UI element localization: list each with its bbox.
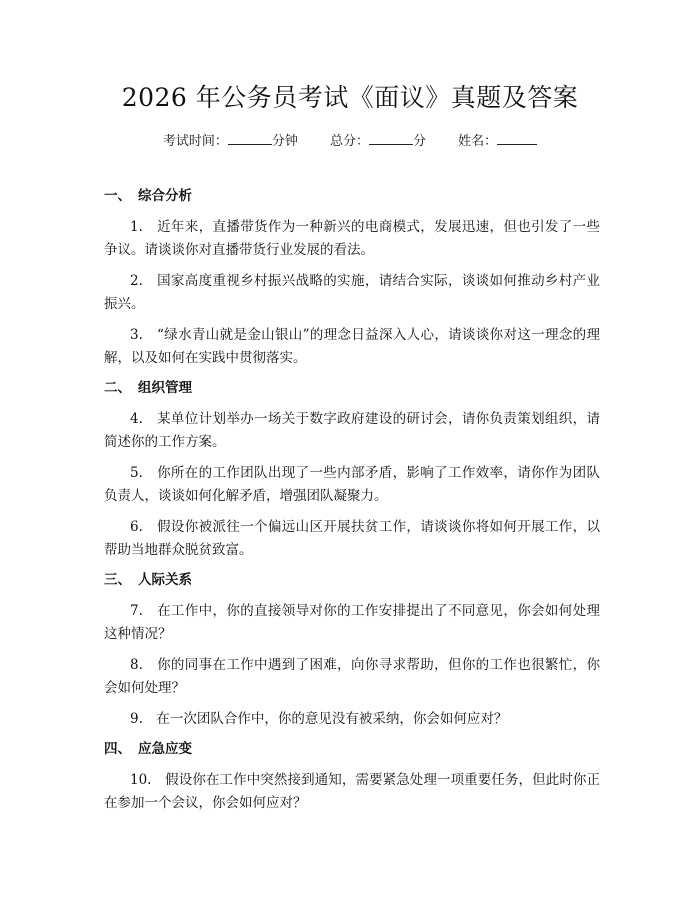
question-item: 5. 你所在的工作团队出现了一些内部矛盾，影响了工作效率，请你作为团队负责人，谈谈如何化解矛盾，增强团队凝聚力。 bbox=[104, 465, 600, 504]
section-heading bbox=[104, 186, 600, 206]
section-number: 一、 bbox=[104, 188, 131, 204]
question-item: 3. “绿水青山就是金山银山”的理念日益深入人心，请谈谈你对这一理念的理解，以及如何在实践中贯彻落实。 bbox=[104, 327, 600, 366]
exam-time-label: 考试时间： bbox=[162, 134, 228, 149]
section-title: 综合分析 bbox=[138, 188, 192, 204]
section-4 bbox=[104, 739, 600, 815]
page-title: 2026 年公务员考试《面议》真题及答案 bbox=[121, 83, 579, 112]
exam-time-field bbox=[163, 130, 298, 152]
exam-meta-line bbox=[0, 130, 700, 152]
question-item: 4. 某单位计划举办一场关于数字政府建设的研讨会，请你负责策划组织，请简述你的工作方案。 bbox=[104, 411, 600, 450]
section-title: 人际关系 bbox=[138, 572, 192, 588]
exam-time-unit: 分钟 bbox=[271, 134, 298, 149]
total-score-blank[interactable] bbox=[369, 130, 413, 145]
total-score-field bbox=[330, 130, 426, 152]
total-score-unit: 分 bbox=[413, 134, 427, 149]
section-1 bbox=[104, 186, 600, 370]
question-item: 6. 假设你被派往一个偏远山区开展扶贫工作，请谈谈你将如何开展工作，以帮助当地群众脱贫致富。 bbox=[104, 519, 600, 558]
question-item: 7. 在工作中，你的直接领导对你的工作安排提出了不同意见，你会如何处理这种情况？ bbox=[104, 603, 600, 642]
question-item: 10. 假设你在工作中突然接到通知，需要紧急处理一项重要任务，但此时你正在参加一个会议，你会如何应对？ bbox=[104, 772, 600, 811]
question-item: 8. 你的同事在工作中遇到了困难，向你寻求帮助，但你的工作也很繁忙，你会如何处理？ bbox=[104, 657, 600, 696]
total-score-label: 总分： bbox=[329, 134, 369, 149]
question-item: 9. 在一次团队合作中，你的意见没有被采纳，你会如何应对？ bbox=[130, 711, 508, 727]
section-2 bbox=[104, 378, 600, 562]
section-heading bbox=[104, 739, 600, 759]
section-number: 二、 bbox=[104, 380, 131, 396]
name-label: 姓名： bbox=[458, 134, 498, 149]
name-field bbox=[458, 130, 537, 152]
section-title: 应急应变 bbox=[138, 741, 192, 757]
question-list bbox=[104, 186, 600, 823]
section-heading bbox=[104, 378, 600, 398]
question-item: 1. 近年来，直播带货作为一种新兴的电商模式，发展迅速，但也引发了一些争议。请谈谈你对直播带货行业发展的看法。 bbox=[104, 219, 600, 258]
section-heading bbox=[104, 570, 600, 590]
section-title: 组织管理 bbox=[138, 380, 192, 396]
section-number: 四、 bbox=[104, 741, 131, 757]
question-item: 2. 国家高度重视乡村振兴战略的实施，请结合实际，谈谈如何推动乡村产业振兴。 bbox=[104, 273, 600, 312]
section-3 bbox=[104, 570, 600, 731]
exam-time-blank[interactable] bbox=[228, 130, 272, 145]
section-number: 三、 bbox=[104, 572, 131, 588]
name-blank[interactable] bbox=[497, 130, 537, 145]
